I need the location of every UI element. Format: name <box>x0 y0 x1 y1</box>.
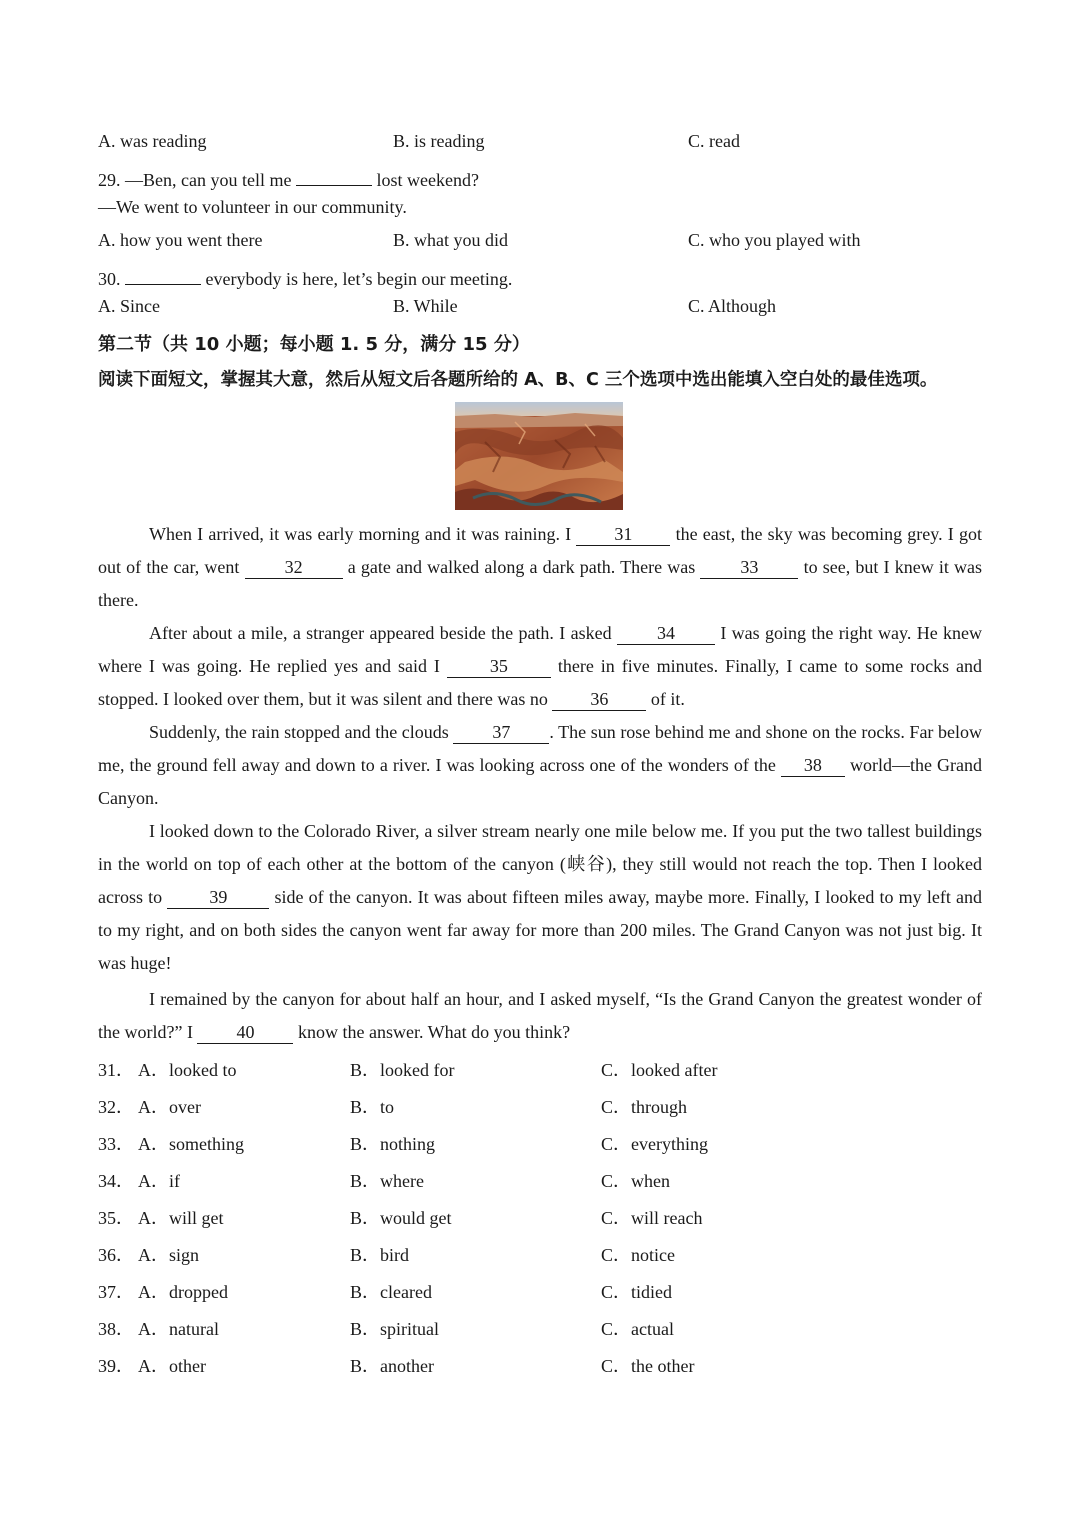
option-b: B．bird <box>350 1245 410 1265</box>
p1-text-2: the east, the sky was becoming grey. I got out of the car, went <box>98 524 983 577</box>
option-number: 35． <box>98 1208 134 1228</box>
option-a: A．something <box>138 1134 244 1154</box>
option-c: C．actual <box>601 1319 674 1339</box>
p4-text-1: I looked down to the Colorado River, a silver stream nearly one mile below me. If you put the two tallest buildings in the world on top of each other at the bottom of the canyon (峡谷), they still would not reach the top. Then I looked across to <box>98 821 982 907</box>
option-b: B．another <box>350 1356 434 1376</box>
q29-option-b: B. what you did <box>393 230 508 250</box>
blank-34: 34 <box>617 623 715 645</box>
option-number: 39． <box>98 1356 134 1376</box>
options-38 <box>98 1315 982 1341</box>
option-a: A．dropped <box>138 1282 228 1302</box>
p1-text-3: a gate and walked along a dark path. There was <box>347 557 696 577</box>
p1-text-4: to see, but I knew it was there. <box>98 557 983 610</box>
passage-paragraph-2 <box>98 617 982 716</box>
q28-option-b: B. is reading <box>393 131 485 151</box>
blank-37: 37 <box>453 722 549 744</box>
p2-text-2: I was going the right way. He knew where I was going. He replied yes and said I <box>98 623 983 676</box>
q30-blank <box>125 263 201 285</box>
option-number: 31． <box>98 1060 134 1080</box>
option-a: A．will get <box>138 1208 224 1228</box>
q29-number: 29. <box>98 170 121 190</box>
option-c: C．when <box>601 1171 670 1191</box>
option-number: 34． <box>98 1171 134 1191</box>
option-b: B．looked for <box>350 1060 455 1080</box>
options-33 <box>98 1130 982 1156</box>
option-c: C．will reach <box>601 1208 703 1228</box>
p2-text-4: of it. <box>650 689 685 709</box>
q30-prompt <box>98 263 512 290</box>
q29-response: —We went to volunteer in our community. <box>98 197 407 217</box>
q28-option-c: C. read <box>688 131 740 151</box>
q28-options <box>98 131 982 157</box>
p1-text-1: When I arrived, it was early morning and it was raining. I <box>149 524 572 544</box>
passage-paragraph-3 <box>98 716 982 815</box>
q29-blank <box>296 164 372 186</box>
options-36 <box>98 1241 982 1267</box>
option-b: B．where <box>350 1171 424 1191</box>
q29-text-before: —Ben, can you tell me <box>125 170 292 190</box>
q30-text-after: everybody is here, let’s begin our meeting. <box>205 269 513 289</box>
option-b: B．would get <box>350 1208 452 1228</box>
blank-40: 40 <box>197 1022 293 1044</box>
option-a: A．over <box>138 1097 201 1117</box>
option-c: C．notice <box>601 1245 675 1265</box>
q29-option-a: A. how you went there <box>98 230 263 250</box>
option-b: B．to <box>350 1097 395 1117</box>
blank-36: 36 <box>552 689 646 711</box>
options-39 <box>98 1352 982 1378</box>
option-c: C．looked after <box>601 1060 718 1080</box>
option-a: A．natural <box>138 1319 219 1339</box>
blank-35: 35 <box>447 656 551 678</box>
q30-option-b: B. While <box>393 296 458 316</box>
option-b: B．spiritual <box>350 1319 439 1339</box>
section-instruction: 阅读下面短文，掌握其大意，然后从短文后各题所给的 A、B、C 三个选项中选出能填入空白处的最佳选项。 <box>98 370 938 390</box>
option-b: B．cleared <box>350 1282 432 1302</box>
option-c: C．through <box>601 1097 688 1117</box>
option-number: 37． <box>98 1282 134 1302</box>
blank-33: 33 <box>700 557 798 579</box>
p5-text-1: I remained by the canyon for about half an hour, and I asked myself, “Is the Grand Canyon the greatest wonder of the world?” I <box>98 989 982 1042</box>
passage-paragraph-5 <box>98 983 982 1049</box>
p5-text-2: know the answer. What do you think? <box>297 1022 571 1042</box>
options-32 <box>98 1093 982 1119</box>
p2-text-1: After about a mile, a stranger appeared beside the path. I asked <box>149 623 612 643</box>
q29-option-c: C. who you played with <box>688 230 861 250</box>
blank-32: 32 <box>245 557 343 579</box>
option-c: C．the other <box>601 1356 695 1376</box>
options-34 <box>98 1167 982 1193</box>
option-b: B．nothing <box>350 1134 436 1154</box>
options-37 <box>98 1278 982 1304</box>
q30-number: 30. <box>98 269 121 289</box>
q30-option-a: A. Since <box>98 296 160 316</box>
p3-text-3: world—the Grand Canyon. <box>98 755 983 808</box>
option-c: C．everything <box>601 1134 708 1154</box>
option-number: 32． <box>98 1097 134 1117</box>
section-heading: 第二节（共 10 小题；每小题 1. 5 分，满分 15 分） <box>98 334 530 355</box>
p4-text-2: side of the canyon. It was about fifteen miles away, maybe more. Finally, I looked to my left and to my right, and on both sides the canyon went far away for more than 200 miles. The Grand Canyon was not just big. It was huge! <box>98 887 982 973</box>
q29-options <box>98 230 982 256</box>
passage-paragraph-4 <box>98 815 982 980</box>
p2-text-3: there in five minutes. Finally, I came to some rocks and stopped. I looked over them, but it was silent and there was no <box>98 656 983 709</box>
p3-text-1: Suddenly, the rain stopped and the clouds <box>149 722 449 742</box>
passage-paragraph-1 <box>98 518 982 617</box>
canyon-photo <box>455 402 623 510</box>
option-number: 38． <box>98 1319 134 1339</box>
canyon-photo-icon <box>455 402 623 510</box>
p3-text-2: . The sun rose behind me and shone on the rocks. Far below me, the ground fell away and down to a river. I was looking across one of the wonders of the <box>98 722 983 775</box>
options-35 <box>98 1204 982 1230</box>
option-c: C．tidied <box>601 1282 672 1302</box>
option-number: 33． <box>98 1134 134 1154</box>
blank-38: 38 <box>781 755 845 777</box>
options-31 <box>98 1056 982 1082</box>
option-a: A．other <box>138 1356 206 1376</box>
blank-31: 31 <box>576 524 670 546</box>
option-a: A．sign <box>138 1245 200 1265</box>
q29-text-after: lost weekend? <box>376 170 479 190</box>
option-number: 36． <box>98 1245 134 1265</box>
q30-option-c: C. Although <box>688 296 777 316</box>
option-a: A．if <box>138 1171 180 1191</box>
blank-39: 39 <box>167 887 269 909</box>
q30-options <box>98 296 982 322</box>
q29-prompt <box>98 164 479 191</box>
option-a: A．looked to <box>138 1060 237 1080</box>
q28-option-a: A. was reading <box>98 131 207 151</box>
